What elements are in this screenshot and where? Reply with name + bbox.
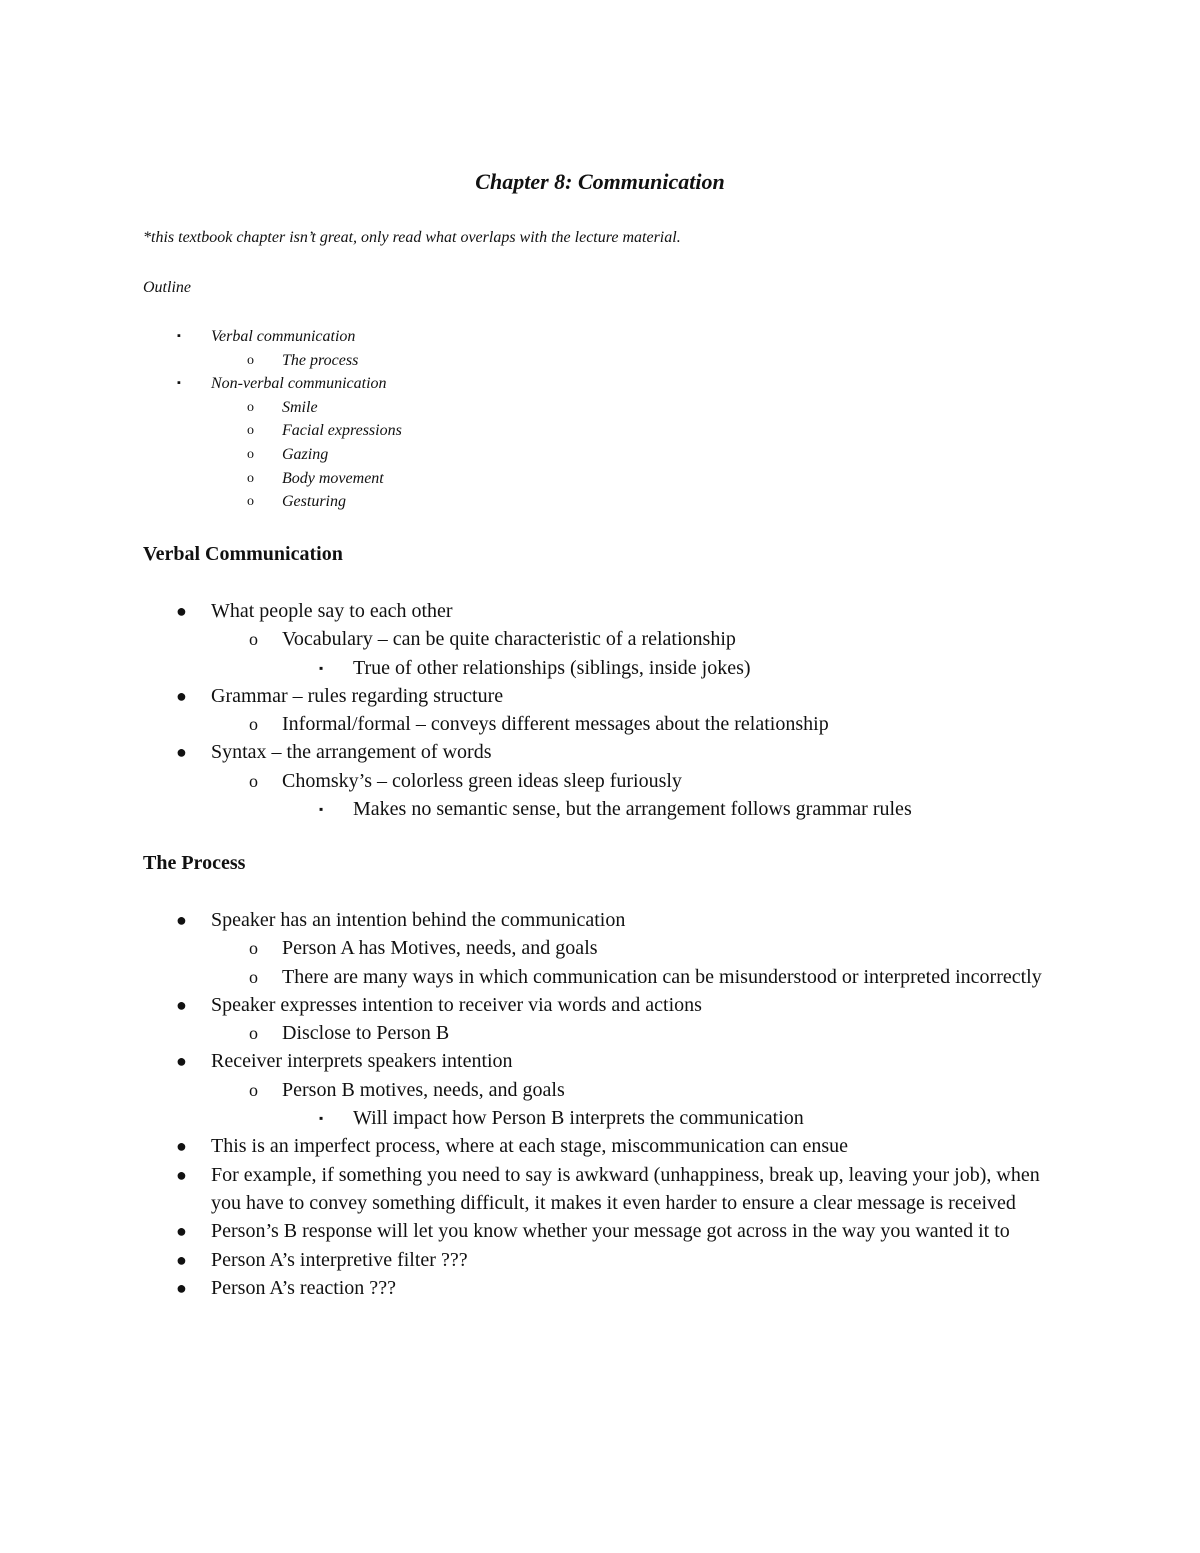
disc-bullet-icon: ● — [176, 1249, 187, 1270]
list-item-text: Smile — [282, 398, 318, 416]
list-item — [143, 597, 1063, 625]
circle-bullet-icon: o — [247, 423, 254, 439]
list-item-text: Informal/formal – conveys different messages about the relationship — [282, 713, 829, 736]
list-item — [143, 1161, 1063, 1218]
list-item — [143, 1019, 1063, 1047]
list-item-text: Person’s B response will let you know whether your message got across in the way you wanted it to — [211, 1220, 1010, 1243]
list-item — [143, 1047, 1063, 1075]
circle-bullet-icon: o — [247, 446, 254, 462]
list-item-text: What people say to each other — [211, 600, 453, 622]
circle-bullet-icon: o — [249, 938, 258, 959]
disc-bullet-icon: ● — [176, 1221, 187, 1242]
list-item-text: Person A has Motives, needs, and goals — [282, 937, 598, 960]
circle-bullet-icon: o — [249, 966, 258, 987]
disc-bullet-icon: ● — [176, 1164, 187, 1185]
list-item — [143, 1246, 1063, 1274]
circle-bullet-icon: o — [249, 1023, 258, 1044]
circle-bullet-icon: o — [247, 352, 254, 368]
list-item — [143, 1104, 1063, 1132]
disc-bullet-icon: ● — [176, 1136, 187, 1157]
page-title: Chapter 8: Communication — [475, 169, 725, 194]
list-item-text: This is an imperfect process, where at each stage, miscommunication can ensue — [211, 1135, 848, 1158]
list-item-text: Person B motives, needs, and goals — [282, 1078, 565, 1101]
list-item-text: Person A’s interpretive filter ??? — [211, 1248, 468, 1271]
list-item-text: There are many ways in which communication can be misunderstood or interpreted incorrectly — [282, 965, 1042, 988]
list-item — [143, 767, 1063, 795]
circle-bullet-icon: o — [247, 494, 254, 510]
list-item-text: Facial expressions — [282, 422, 402, 440]
list-item — [143, 467, 1043, 491]
list-item-text: Verbal communication — [211, 328, 356, 345]
disc-bullet-icon: ● — [176, 994, 187, 1015]
list-item-text: Gazing — [282, 445, 329, 463]
process-list — [143, 906, 1063, 1302]
square-bullet-icon: ▪ — [319, 802, 324, 817]
list-item-text: Disclose to Person B — [282, 1022, 450, 1045]
list-item-text: Will impact how Person B interprets the communication — [353, 1107, 804, 1130]
list-item — [143, 963, 1063, 991]
list-item — [143, 325, 1043, 349]
list-item — [143, 710, 1063, 738]
square-bullet-icon: ▪ — [177, 330, 181, 342]
list-item — [143, 372, 1043, 396]
list-item — [143, 1132, 1063, 1160]
circle-bullet-icon: o — [249, 770, 258, 791]
list-item — [143, 349, 1043, 373]
list-item-text: Grammar – rules regarding structure — [211, 684, 504, 707]
section-heading-verbal: Verbal Communication — [143, 543, 343, 565]
list-item-text: Person A’s reaction ??? — [211, 1276, 396, 1299]
disc-bullet-icon: ● — [176, 742, 187, 763]
circle-bullet-icon: o — [247, 470, 254, 486]
section-heading-process: The Process — [143, 852, 246, 874]
disc-bullet-icon: ● — [176, 685, 187, 706]
outline-list — [143, 325, 1043, 514]
list-item — [143, 490, 1043, 514]
disc-bullet-icon: ● — [176, 910, 187, 930]
list-item-text: Body movement — [282, 469, 384, 487]
list-item — [143, 396, 1043, 420]
list-item-text: Syntax – the arrangement of words — [211, 741, 492, 764]
list-item — [143, 934, 1063, 962]
list-item-text: Speaker has an intention behind the communication — [211, 909, 626, 931]
circle-bullet-icon: o — [249, 629, 258, 650]
list-item-text: Chomsky’s – colorless green ideas sleep furiously — [282, 769, 682, 792]
circle-bullet-icon: o — [247, 399, 254, 415]
list-item-text: Speaker expresses intention to receiver via words and actions — [211, 993, 702, 1016]
list-item-text: True of other relationships (siblings, inside jokes) — [353, 656, 751, 679]
list-item-text: Gesturing — [282, 493, 346, 511]
list-item-text: Makes no semantic sense, but the arrangement follows grammar rules — [353, 798, 912, 821]
circle-bullet-icon: o — [249, 714, 258, 735]
circle-bullet-icon: o — [249, 1079, 258, 1100]
disc-bullet-icon: ● — [176, 601, 187, 621]
list-item — [143, 738, 1063, 766]
list-item — [143, 1274, 1063, 1302]
square-bullet-icon: ▪ — [319, 1111, 324, 1126]
list-item — [143, 906, 1063, 934]
list-item — [143, 443, 1043, 467]
list-item-text: Receiver interprets speakers intention — [211, 1050, 513, 1073]
list-item-text: Vocabulary – can be quite characteristic of a relationship — [282, 628, 736, 651]
list-item-text: Non-verbal communication — [211, 375, 387, 393]
list-item — [143, 625, 1063, 653]
list-item — [143, 991, 1063, 1019]
list-item — [143, 795, 1063, 823]
list-item — [143, 1076, 1063, 1104]
list-item — [143, 1217, 1063, 1245]
reading-note: *this textbook chapter isn’t great, only read what overlaps with the lecture material. — [143, 229, 681, 246]
list-item — [143, 654, 1063, 682]
disc-bullet-icon: ● — [176, 1051, 187, 1072]
square-bullet-icon: ▪ — [177, 377, 181, 390]
disc-bullet-icon: ● — [176, 1277, 187, 1298]
verbal-communication-list — [143, 597, 1063, 823]
list-item-text: For example, if something you need to say is awkward (unhappiness, break up, leaving your job), when you have to convey something difficult, it makes it even harder to ensure a clear message is received — [211, 1163, 1040, 1214]
list-item — [143, 682, 1063, 710]
outline-label: Outline — [143, 279, 191, 296]
list-item — [143, 419, 1043, 443]
list-item-text: The process — [282, 351, 359, 369]
square-bullet-icon: ▪ — [319, 660, 324, 675]
